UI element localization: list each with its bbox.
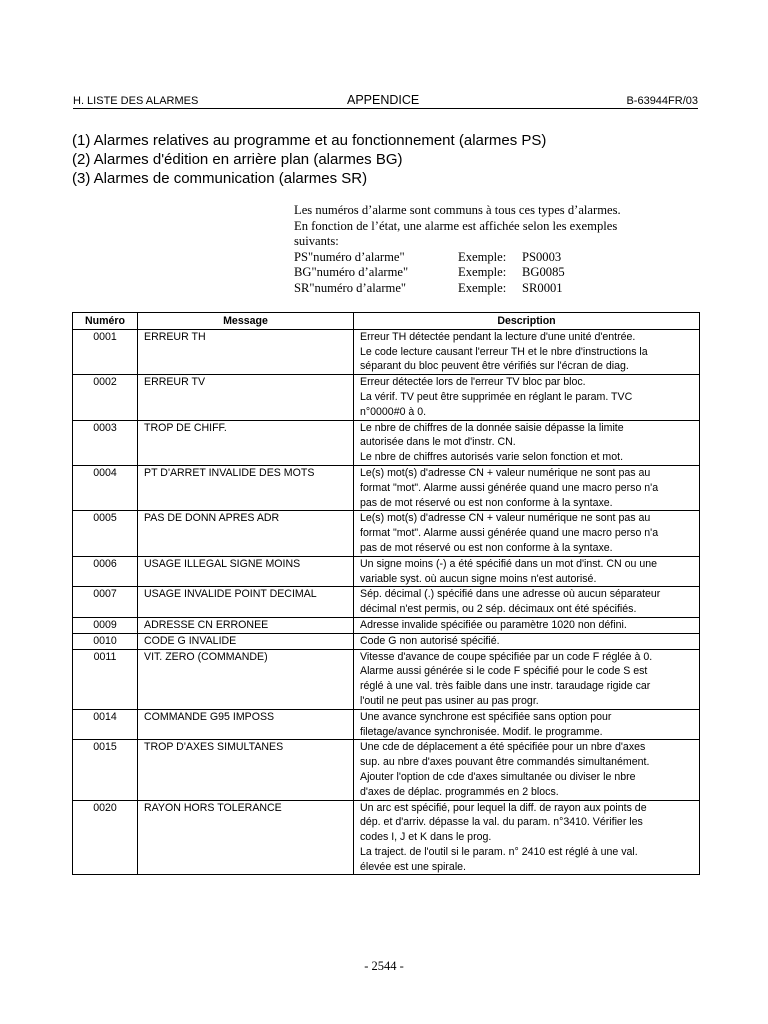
title-ps-alarms: (1) Alarmes relatives au programme et au fonctionnement (alarmes PS) bbox=[72, 132, 547, 149]
title-sr-alarms: (3) Alarmes de communication (alarmes SR) bbox=[72, 170, 368, 187]
example-value: SR0001 bbox=[522, 280, 563, 295]
description-line: variable syst. où aucun signe moins n'est autorisé. bbox=[360, 572, 597, 585]
description-line: Le(s) mot(s) d'adresse CN + valeur numérique ne sont pas au bbox=[360, 466, 651, 479]
alarm-message: TROP D'AXES SIMULTANES bbox=[138, 740, 354, 800]
table-row bbox=[73, 329, 700, 374]
description-line: Adresse invalide spécifiée ou paramètre 1020 non défini. bbox=[360, 618, 627, 631]
alarm-message: RAYON HORS TOLERANCE bbox=[138, 800, 354, 875]
alarm-description bbox=[354, 633, 700, 649]
description-line: séparant du bloc peuvent être vérifiés sur l'écran de diag. bbox=[360, 360, 629, 373]
alarm-number: 0001 bbox=[73, 329, 138, 374]
intro-line: Les numéros d’alarme sont communs à tous ces types d’alarmes. bbox=[294, 203, 621, 217]
intro-line: suivants: bbox=[294, 234, 339, 248]
header-document-code: B-63944FR/03 bbox=[626, 95, 698, 107]
description-line: pas de mot réservé ou est non conforme à la syntaxe. bbox=[360, 541, 613, 554]
alarm-message: USAGE ILLEGAL SIGNE MOINS bbox=[138, 556, 354, 587]
example-value: PS0003 bbox=[522, 249, 562, 264]
alarm-number: 0005 bbox=[73, 511, 138, 556]
column-header-number: Numéro bbox=[73, 313, 138, 330]
alarm-description bbox=[354, 740, 700, 800]
description-line: La vérif. TV peut être supprimée en réglant le param. TVC bbox=[360, 390, 633, 403]
alarm-description bbox=[354, 329, 700, 374]
alarm-number: 0011 bbox=[73, 649, 138, 709]
description-line: codes I, J et K dans le prog. bbox=[360, 831, 492, 844]
description-line: La traject. de l'outil si le param. n° 2410 est réglé à une val. bbox=[360, 845, 638, 858]
alarm-message: VIT. ZERO (COMMANDE) bbox=[138, 649, 354, 709]
description-line: Alarme aussi générée si le code F spécifié pour le code S est bbox=[360, 665, 648, 678]
description-line: format "mot". Alarme aussi générée quand une macro perso n'a bbox=[360, 527, 659, 540]
alarm-description bbox=[354, 556, 700, 587]
description-line: Une avance synchrone est spécifiée sans option pour bbox=[360, 710, 612, 723]
example-label: Exemple: bbox=[458, 249, 507, 264]
table-row bbox=[73, 511, 700, 556]
example-format: SR"numéro d’alarme" bbox=[294, 280, 407, 295]
alarm-number: 0002 bbox=[73, 375, 138, 420]
table-row bbox=[73, 587, 700, 618]
example-row bbox=[294, 250, 694, 266]
table-row bbox=[73, 800, 700, 875]
alarm-message: CODE G INVALIDE bbox=[138, 633, 354, 649]
table-row bbox=[73, 556, 700, 587]
table-header-row bbox=[73, 313, 700, 330]
description-line: élevée est une spirale. bbox=[360, 860, 467, 873]
alarm-number: 0014 bbox=[73, 709, 138, 740]
alarm-number: 0003 bbox=[73, 420, 138, 465]
alarm-description bbox=[354, 465, 700, 510]
alarm-description bbox=[354, 709, 700, 740]
alarm-description bbox=[354, 420, 700, 465]
description-line: Le code lecture causant l'erreur TH et le nbre d'instructions la bbox=[360, 345, 648, 358]
table-row bbox=[73, 709, 700, 740]
alarm-description bbox=[354, 617, 700, 633]
alarm-description bbox=[354, 800, 700, 875]
table-row bbox=[73, 375, 700, 420]
alarm-category-titles bbox=[72, 131, 546, 188]
alarm-description bbox=[354, 649, 700, 709]
alarm-message: USAGE INVALIDE POINT DECIMAL bbox=[138, 587, 354, 618]
alarm-message: COMMANDE G95 IMPOSS bbox=[138, 709, 354, 740]
example-value: BG0085 bbox=[522, 265, 565, 279]
description-line: réglé à une val. très faible dans une instr. taraudage rigide car bbox=[360, 680, 651, 693]
description-line: Code G non autorisé spécifié. bbox=[360, 634, 500, 647]
table-row bbox=[73, 465, 700, 510]
alarm-message: TROP DE CHIFF. bbox=[138, 420, 354, 465]
table-row bbox=[73, 617, 700, 633]
example-label: Exemple: bbox=[458, 280, 507, 295]
description-line: l'outil ne peut pas usiner au pas progr. bbox=[360, 694, 539, 707]
header-section-title: H. LISTE DES ALARMES bbox=[73, 95, 199, 107]
alarm-message: PT D'ARRET INVALIDE DES MOTS bbox=[138, 465, 354, 510]
description-line: dép. et d'arriv. dépasse la val. du param. n°3410. Vérifier les bbox=[360, 816, 643, 829]
alarm-description bbox=[354, 375, 700, 420]
table-row bbox=[73, 420, 700, 465]
intro-line: En fonction de l’état, une alarme est affichée selon les exemples bbox=[294, 218, 618, 233]
description-line: autorisée dans le mot d'instr. CN. bbox=[360, 436, 516, 449]
alarm-message: PAS DE DONN APRES ADR bbox=[138, 511, 354, 556]
description-line: n°0000#0 à 0. bbox=[360, 405, 427, 418]
alarm-number: 0004 bbox=[73, 465, 138, 510]
alarm-message: ERREUR TH bbox=[138, 329, 354, 374]
description-line: Le nbre de chiffres autorisés varie selon fonction et mot. bbox=[360, 451, 624, 464]
description-line: Un signe moins (-) a été spécifié dans un mot d'inst. CN ou une bbox=[360, 557, 658, 570]
example-row bbox=[294, 281, 694, 297]
alarm-number: 0010 bbox=[73, 633, 138, 649]
description-line: Sép. décimal (.) spécifié dans une adresse où aucun séparateur bbox=[360, 588, 661, 601]
example-format: PS"numéro d’alarme" bbox=[294, 249, 405, 264]
alarm-number: 0020 bbox=[73, 800, 138, 875]
page-number: - 2544 - bbox=[364, 959, 404, 973]
column-header-message: Message bbox=[138, 313, 354, 330]
alarm-table bbox=[72, 312, 700, 875]
description-line: Le nbre de chiffres de la donnée saisie dépasse la limite bbox=[360, 421, 624, 434]
page-header bbox=[73, 94, 698, 109]
table-row bbox=[73, 740, 700, 800]
column-header-description: Description bbox=[354, 313, 700, 330]
description-line: Ajouter l'option de cde d'axes simultanée ou diviser le nbre bbox=[360, 770, 636, 783]
alarm-description bbox=[354, 511, 700, 556]
description-line: Vitesse d'avance de coupe spécifiée par un code F réglée à 0. bbox=[360, 650, 653, 663]
description-line: pas de mot réservé ou est non conforme à la syntaxe. bbox=[360, 496, 613, 509]
description-line: Une cde de déplacement a été spécifiée pour un nbre d'axes bbox=[360, 741, 646, 754]
table-row bbox=[73, 649, 700, 709]
alarm-number: 0015 bbox=[73, 740, 138, 800]
alarm-table-body bbox=[73, 329, 700, 875]
header-appendix-label: APPENDICE bbox=[347, 93, 420, 107]
alarm-number: 0007 bbox=[73, 587, 138, 618]
intro-text bbox=[294, 203, 694, 296]
alarm-message: ERREUR TV bbox=[138, 375, 354, 420]
alarm-description bbox=[354, 587, 700, 618]
description-line: format "mot". Alarme aussi générée quand une macro perso n'a bbox=[360, 481, 659, 494]
description-line: filetage/avance synchronisée. Modif. le programme. bbox=[360, 725, 603, 738]
table-row bbox=[73, 633, 700, 649]
description-line: Erreur TH détectée pendant la lecture d'une unité d'entrée. bbox=[360, 330, 636, 343]
example-label: Exemple: bbox=[458, 265, 507, 279]
description-line: Le(s) mot(s) d'adresse CN + valeur numérique ne sont pas au bbox=[360, 512, 651, 525]
description-line: d'axes de déplac. programmés en 2 blocs. bbox=[360, 785, 559, 798]
description-line: décimal n'est permis, ou 2 sép. décimaux ont été spécifiés. bbox=[360, 603, 637, 616]
description-line: Erreur détectée lors de l'erreur TV bloc par bloc. bbox=[360, 376, 586, 389]
alarm-message: ADRESSE CN ERRONEE bbox=[138, 617, 354, 633]
alarm-number: 0006 bbox=[73, 556, 138, 587]
example-row bbox=[294, 265, 694, 281]
alarm-number: 0009 bbox=[73, 617, 138, 633]
title-bg-alarms: (2) Alarmes d'édition en arrière plan (alarmes BG) bbox=[72, 151, 403, 168]
example-format: BG"numéro d’alarme" bbox=[294, 265, 409, 279]
description-line: Un arc est spécifié, pour lequel la diff. de rayon aux points de bbox=[360, 801, 647, 814]
description-line: sup. au nbre d'axes pouvant être commandés simultanément. bbox=[360, 756, 650, 769]
